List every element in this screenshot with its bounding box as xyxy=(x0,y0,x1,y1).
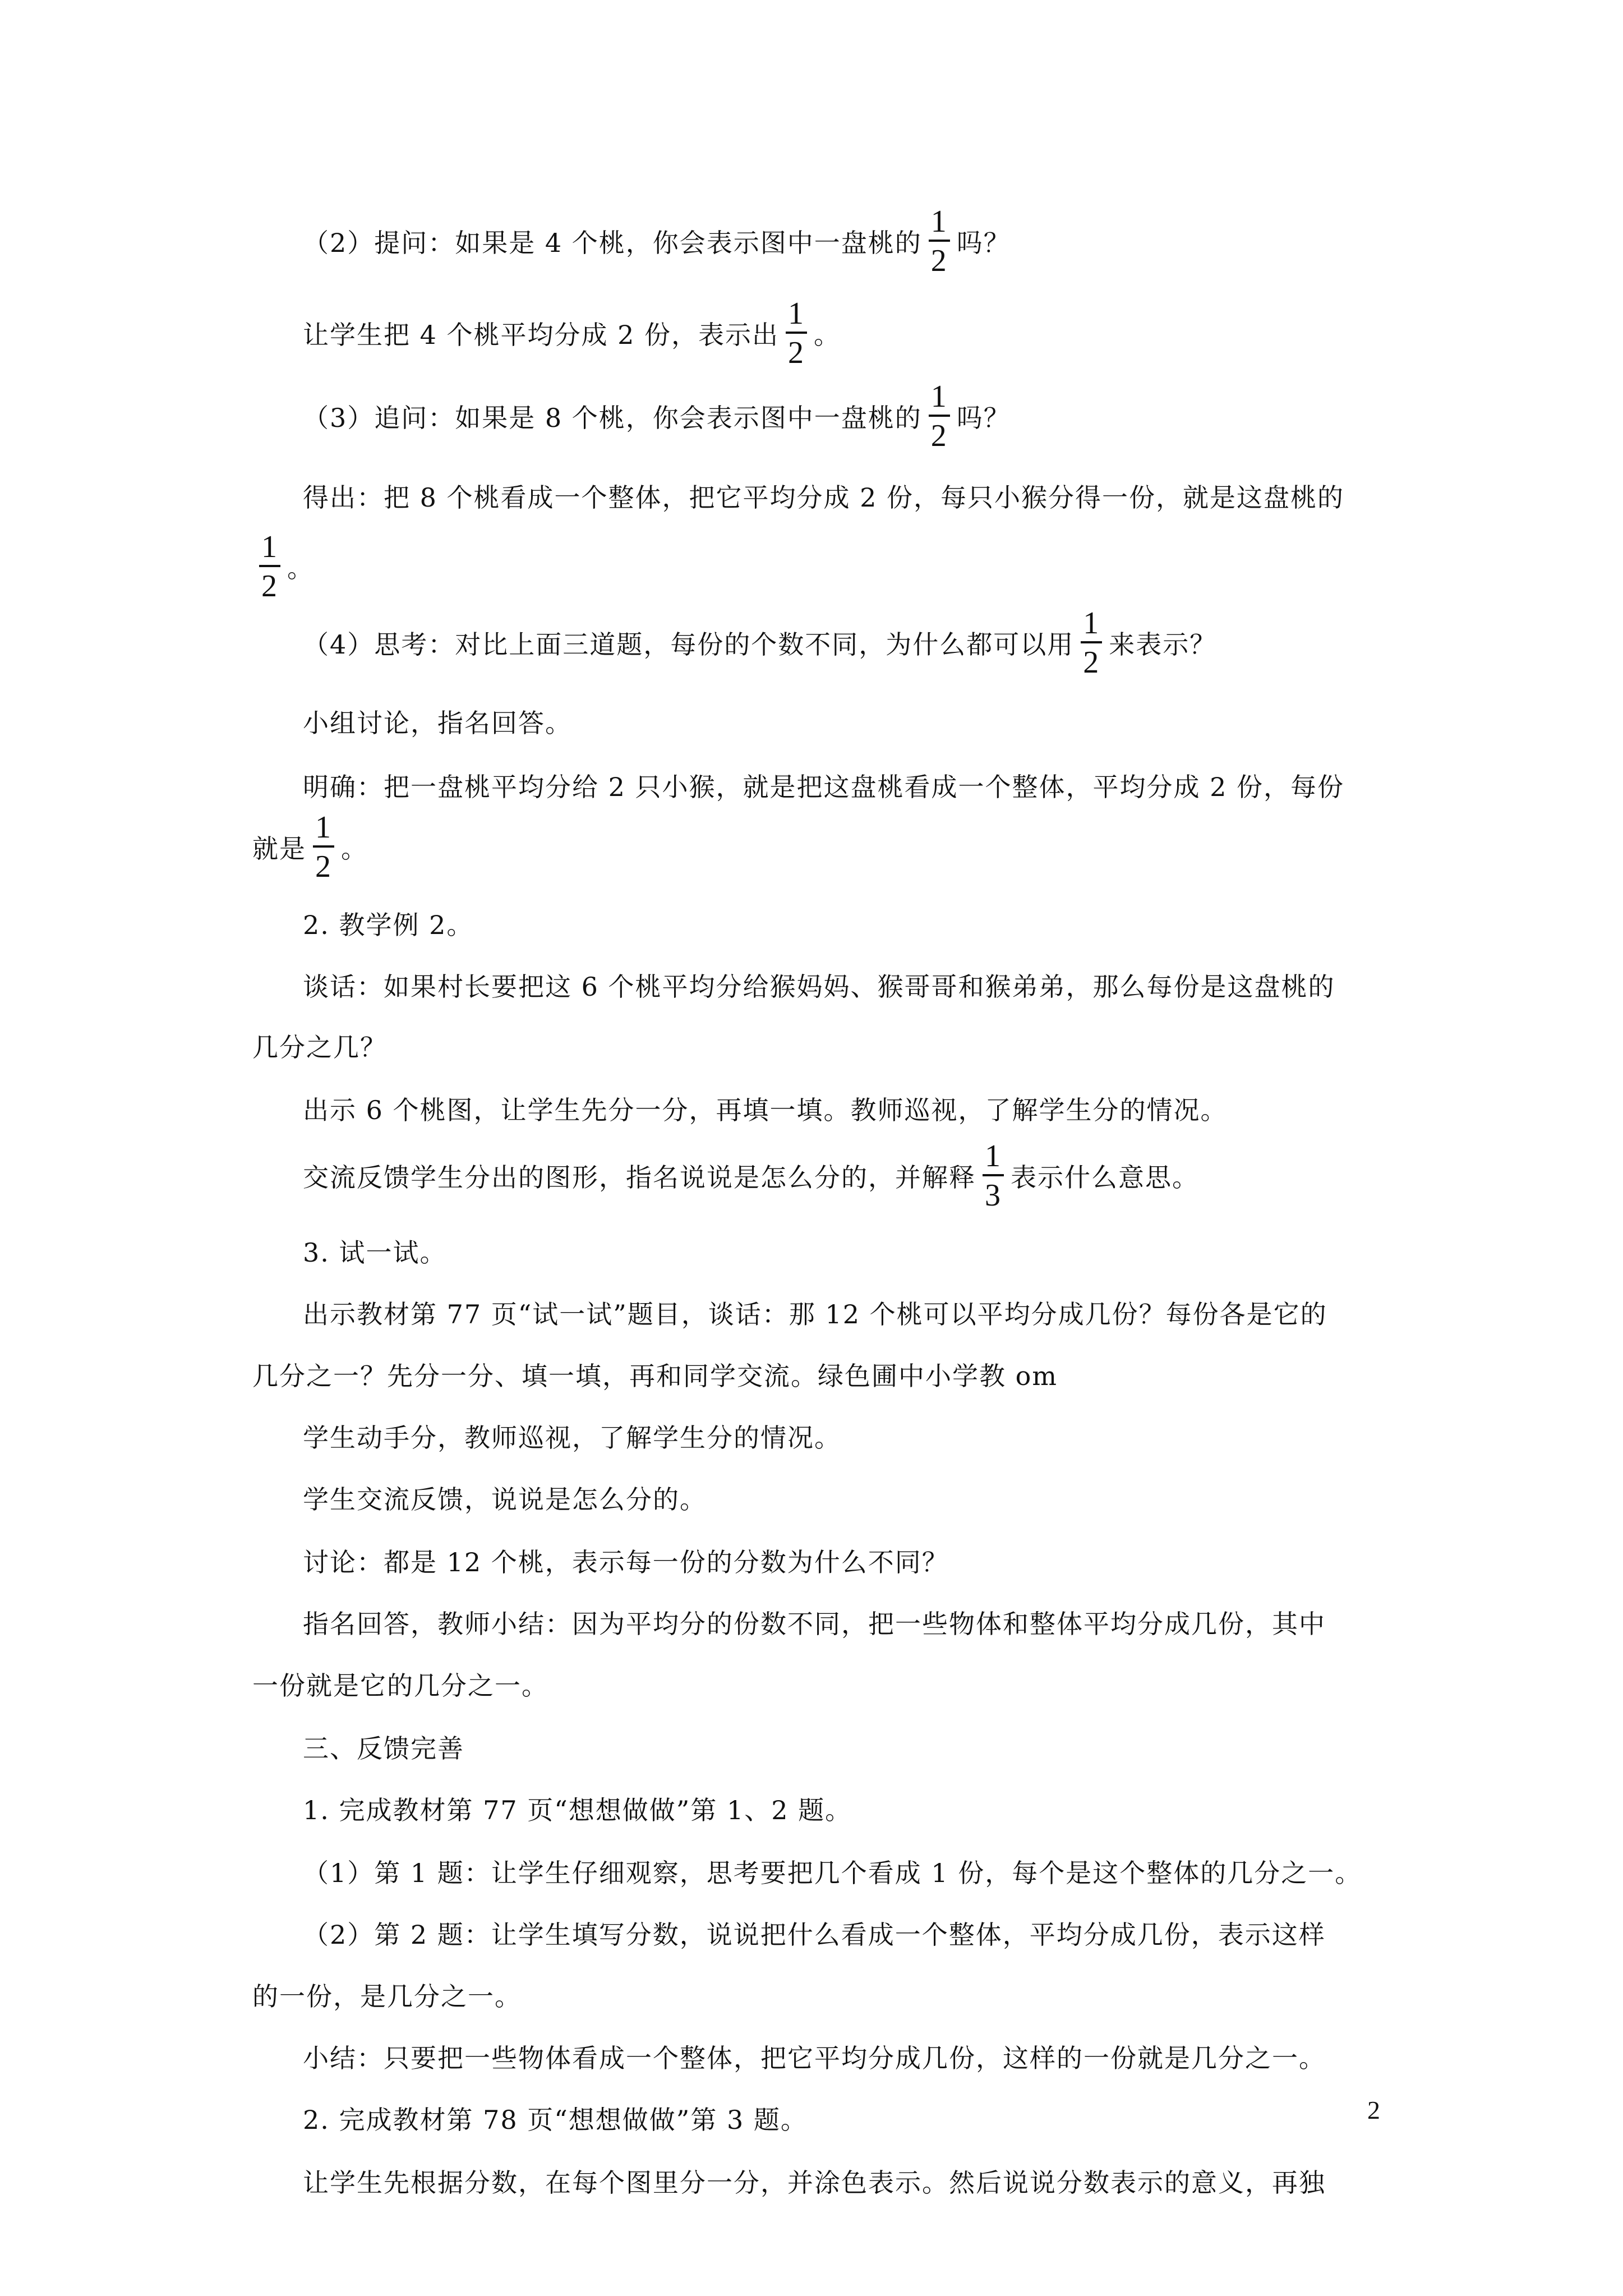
fraction xyxy=(1078,608,1104,678)
text-segment: 。 xyxy=(287,553,314,583)
page-number: 2 xyxy=(1367,2096,1380,2124)
numerator: 1 xyxy=(315,810,332,845)
text-segment: 3. 试一试。 xyxy=(303,1237,447,1268)
text-segment: （1）第 1 题：让学生仔细观察，思考要把几个看成 1 份，每个是这个整体的几分之一。 xyxy=(303,1858,1362,1888)
text-segment: 指名回答，教师小结：因为平均分的份数不同，把一些物体和整体平均分成几份，其中 xyxy=(303,1609,1326,1639)
text-segment: 明确：把一盘桃平均分给 2 只小猴，就是把这盘桃看成一个整体，平均分成 2 份，每份 xyxy=(303,772,1345,802)
paragraph-line xyxy=(303,457,1391,535)
question-3-line xyxy=(303,377,1391,455)
text-segment: 学生交流反馈，说说是怎么分的。 xyxy=(303,1484,707,1515)
denominator: 2 xyxy=(930,243,948,278)
text-segment: 交流反馈学生分出的图形，指名说说是怎么分的，并解释 xyxy=(303,1162,976,1193)
text-segment: 就是 xyxy=(252,834,306,864)
text-segment: 学生动手分，教师巡视，了解学生分的情况。 xyxy=(303,1423,841,1453)
denominator: 2 xyxy=(315,849,332,884)
fraction xyxy=(926,206,952,277)
numerator: 1 xyxy=(1083,606,1100,641)
numerator: 1 xyxy=(930,379,948,414)
text-segment: 。 xyxy=(341,834,368,864)
text-segment: 2. 完成教材第 78 页“想想做做”第 3 题。 xyxy=(303,2105,808,2135)
text-segment: 吗？ xyxy=(956,403,1011,433)
fraction xyxy=(311,812,336,882)
text-segment: 。 xyxy=(814,320,841,350)
text-segment: 谈话：如果村长要把这 6 个桃平均分给猴妈妈、猴哥哥和猴弟弟，那么每份是这盘桃的 xyxy=(303,972,1335,1002)
text-segment: 一份就是它的几分之一。 xyxy=(252,1671,548,1701)
fraction xyxy=(257,531,283,602)
text-segment: 出示教材第 77 页“试一试”题目，谈话：那 12 个桃可以平均分成几份？每份各是它的 xyxy=(303,1299,1327,1329)
text-segment: 1. 完成教材第 77 页“想想做做”第 1、2 题。 xyxy=(303,1795,852,1825)
denominator: 2 xyxy=(261,569,278,604)
text-segment: （2）提问：如果是 4 个桃，你会表示图中一盘桃的 xyxy=(303,228,922,258)
paragraph-line xyxy=(303,2142,1391,2220)
paragraph-line xyxy=(303,1137,1391,1215)
paragraph-line xyxy=(252,808,1340,886)
question-2-line xyxy=(303,202,1391,280)
text-segment: 来表示？ xyxy=(1109,629,1217,660)
text-segment: 讨论：都是 12 个桃，表示每一份的分数为什么不同？ xyxy=(303,1547,949,1577)
question-4-line xyxy=(303,604,1391,682)
text-segment: （3）追问：如果是 8 个桃，你会表示图中一盘桃的 xyxy=(303,403,922,433)
denominator: 2 xyxy=(1083,645,1100,680)
numerator: 1 xyxy=(985,1139,1002,1174)
text-segment: 让学生先根据分数，在每个图里分一分，并涂色表示。然后说说分数表示的意义，再独 xyxy=(303,2168,1326,2198)
text-segment: 吗？ xyxy=(956,228,1011,258)
text-segment: 得出：把 8 个桃看成一个整体，把它平均分成 2 份，每只小猴分得一份，就是这盘桃的 xyxy=(303,482,1345,513)
fraction xyxy=(783,298,809,369)
paragraph-line xyxy=(303,294,1391,372)
text-segment: 出示 6 个桃图，让学生先分一分，再填一填。教师巡视，了解学生分的情况。 xyxy=(303,1095,1228,1125)
paragraph-line xyxy=(303,1069,1391,1148)
text-segment: 几分之几？ xyxy=(252,1032,387,1062)
denominator: 2 xyxy=(930,418,948,453)
text-segment: 的一份，是几分之一。 xyxy=(252,1981,522,2012)
text-segment: 2. 教学例 2。 xyxy=(303,910,474,940)
denominator: 3 xyxy=(985,1178,1002,1213)
text-segment: 几分之一？先分一分、填一填，再和同学交流。绿色圃中小学教 om xyxy=(252,1361,1058,1391)
text-segment: （4）思考：对比上面三道题，每份的个数不同，为什么都可以用 xyxy=(303,629,1075,660)
text-segment: 小组讨论，指名回答。 xyxy=(303,708,572,738)
text-segment: （2）第 2 题：让学生填写分数，说说把什么看成一个整体，平均分成几份，表示这样 xyxy=(303,1920,1326,1950)
text-segment: 小结：只要把一些物体看成一个整体，把它平均分成几份，这样的一份就是几分之一。 xyxy=(303,2043,1326,2073)
numerator: 1 xyxy=(788,296,805,331)
text-segment: 表示什么意思。 xyxy=(1011,1162,1199,1193)
fraction xyxy=(926,381,952,452)
text-segment: 让学生把 4 个桃平均分成 2 份，表示出 xyxy=(303,320,780,350)
denominator: 2 xyxy=(788,335,805,370)
numerator: 1 xyxy=(930,204,948,239)
paragraph-line xyxy=(252,527,1340,606)
text-segment: 三、反馈完善 xyxy=(303,1733,464,1764)
fraction xyxy=(980,1140,1006,1211)
numerator: 1 xyxy=(261,530,278,564)
